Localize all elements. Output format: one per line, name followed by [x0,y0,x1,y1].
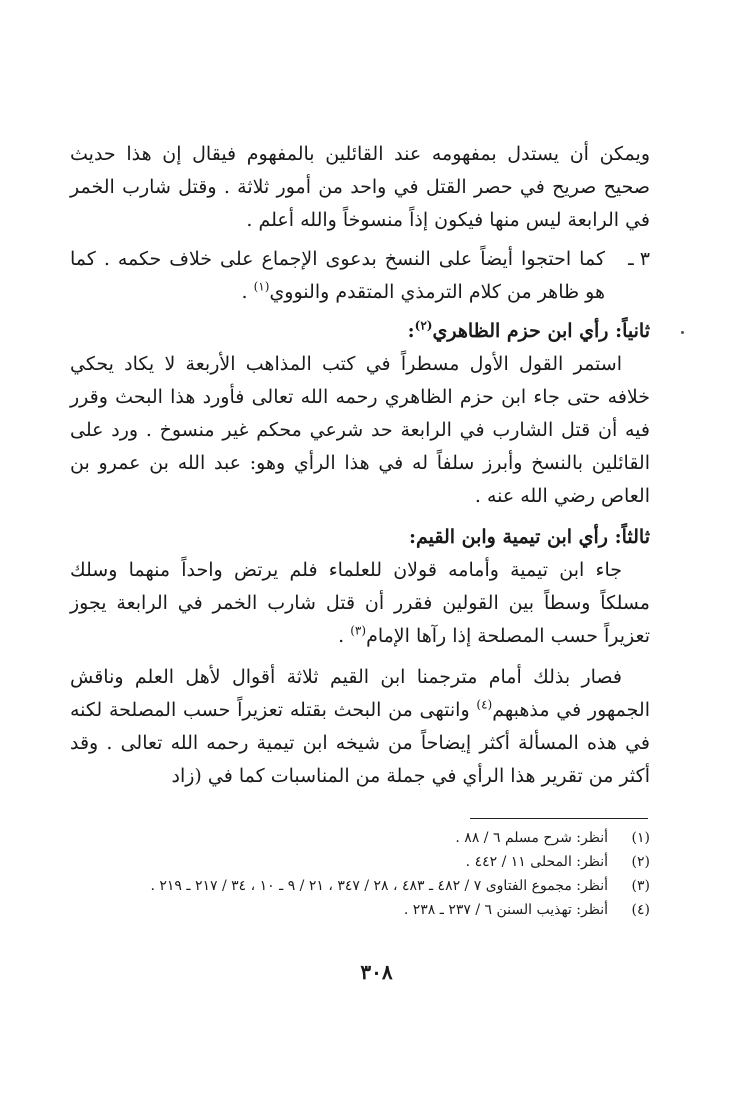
paragraph-3-end: . [338,625,351,647]
footnote-4 [70,898,650,922]
footnote-3 [70,874,650,898]
footnote-text: أنظر: شرح مسلم ٦ / ٨٨ . [455,830,608,846]
footnotes [70,826,650,922]
footnote-2 [70,850,650,874]
footnote-ref-2: (٢) [414,318,433,333]
footnote-ref-1: (١) [253,279,270,294]
footnote-text: أنظر: المحلى ١١ / ٤٤٢ . [465,854,608,870]
footnote-text: أنظر: تهذيب السنن ٦ / ٢٣٧ ـ ٢٣٨ . [403,902,608,918]
item-end: . [241,281,254,303]
footnote-ref-3: (٣) [350,623,367,638]
section-heading-3: ثالثاً: رأي ابن تيمية وابن القيم: [408,526,650,548]
footnote-ref-4: (٤) [476,697,493,712]
footnote-number: (١) [631,830,650,846]
paragraph-4 [70,661,650,793]
main-text [70,138,650,793]
heading-end: : [407,320,415,342]
footnote-divider [470,818,648,819]
footnote-number: (٣) [631,878,650,894]
paragraph-3 [70,554,650,653]
paragraph-1: ويمكن أن يستدل بمفهومه عند القائلين بالمفهوم فيقال إن هذا حديث صحيح صريح في حصر القتل في واحد من أمور ثلاثة . وقتل شارب الخمر في الرابعة ليس منها فيكون إذاً منسوخاً والله أعلم . [70,143,650,231]
scan-speck [681,331,684,334]
heading-text: ثانياً: رأي ابن حزم الظاهري [432,320,650,342]
footnote-number: (٢) [631,854,650,870]
paragraph-4-text-b: وانتهى من البحث بقتله تعزيراً حسب المصلحة لكنه في هذه المسألة أكثر إيضاحاً من شيخه ابن تيمية رحمه الله تعالى . وقد أكثر من تقرير هذا الرأي في جملة من المناسبات كما في (زاد [70,699,650,787]
footnote-text: أنظر: مجموع الفتاوى ٧ / ٤٨٢ ـ ٤٨٣ ، ٢٨ / ٣٤٧ ، ٢١ / ٩ ـ ١٠ ، ٣٤ / ٢١٧ ـ ٢١٩ . [150,878,608,894]
numbered-item-3 [70,243,650,309]
section-heading-2 [70,315,650,348]
footnote-number: (٤) [631,902,650,918]
page-number: ٣٠٨ [360,960,393,984]
footnote-1 [70,826,650,850]
item-number: ٣ ـ [628,248,650,270]
paragraph-3-text: جاء ابن تيمية وأمامه قولان للعلماء فلم يرتض واحداً منهما وسلك مسلكاً وسطاً بين القولين فقرر أن قتل شارب الخمر في الرابعة يجوز تعزيراً حسب المصلحة إذا رآها الإمام [70,559,650,647]
paragraph-2: استمر القول الأول مسطراً في كتب المذاهب الأربعة لا يكاد يحكي خلافه حتى جاء ابن حزم الظاهري رحمه الله تعالى فأورد هذا البحث وقرر فيه أن قتل الشارب في الرابعة حد شرعي محكم غير منسوخ . ورد على القائلين بالنسخ وأبرز سلفاً له في هذا الرأي وهو: عبد الله بن عمرو بن العاص رضي الله عنه . [70,353,650,507]
item-text: كما احتجوا أيضاً على النسخ بدعوى الإجماع على خلاف حكمه . كما هو ظاهر من كلام الترمذي المتقدم والنووي [70,248,605,303]
paragraph-4-text-a: فصار بذلك أمام مترجمنا ابن القيم ثلاثة أقوال لأهل العلم وناقش الجمهور في مذهبهم [70,666,650,721]
